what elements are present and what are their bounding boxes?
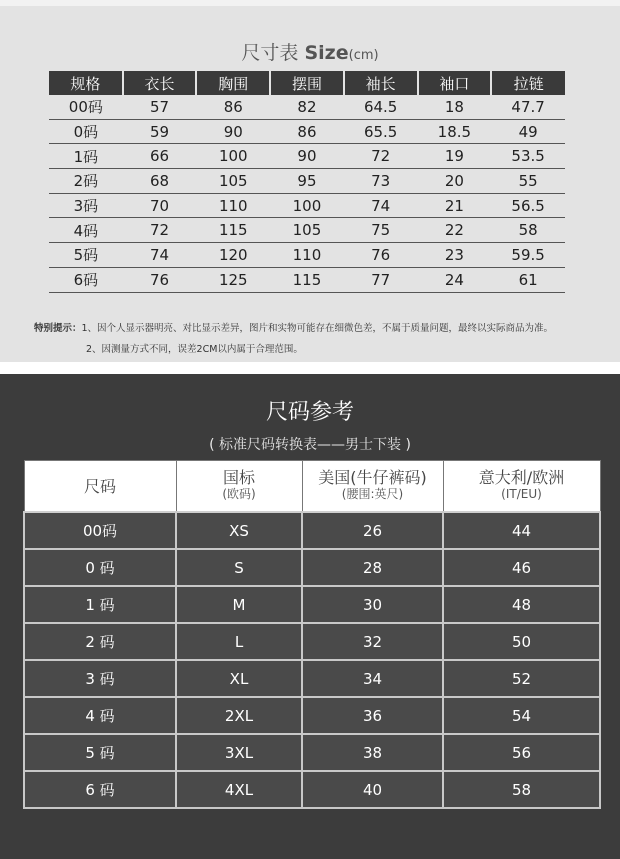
- size-chart-cell: 73: [344, 169, 418, 194]
- size-chart-cell: 00码: [49, 95, 123, 119]
- size-chart-cell: 61: [491, 267, 565, 292]
- size-ref-header: [302, 461, 443, 513]
- size-chart-row: [49, 243, 565, 268]
- size-chart-header: 袖长: [344, 71, 418, 95]
- size-ref-row: [24, 697, 600, 734]
- size-chart-cell: 70: [123, 193, 197, 218]
- size-chart-cell: 5码: [49, 243, 123, 268]
- size-chart-header: 规格: [49, 71, 123, 95]
- size-ref-row: [24, 512, 600, 549]
- size-chart-cell: 76: [123, 267, 197, 292]
- size-chart-header: 袖口: [418, 71, 492, 95]
- size-chart-row: [49, 144, 565, 169]
- size-ref-cell: 0 码: [24, 549, 176, 586]
- note-text-1: 1、因个人显示器明亮、对比显示差异，图片和实物可能存在细微色差，不属于质量问题，最终以实际商品为准。: [81, 323, 554, 334]
- size-ref-header-main: 尺码: [83, 476, 116, 496]
- size-chart-row: [49, 95, 565, 119]
- size-chart-table: [49, 71, 565, 293]
- size-chart-cell: 100: [270, 193, 344, 218]
- size-ref-cell: S: [176, 549, 302, 586]
- size-ref-row: [24, 771, 600, 808]
- size-ref-subtitle: ( 标准尺码转换表——男士下装 ): [209, 437, 411, 453]
- size-ref-cell: XS: [176, 512, 302, 549]
- size-chart-cell: 90: [270, 144, 344, 169]
- size-chart-cell: 64.5: [344, 95, 418, 119]
- size-chart-header-row: [49, 71, 565, 95]
- size-chart-cell: 21: [418, 193, 492, 218]
- size-ref-cell: 4 码: [24, 697, 176, 734]
- size-ref-cell: 54: [443, 697, 600, 734]
- size-chart-cell: 75: [344, 218, 418, 243]
- size-chart-header: 衣长: [123, 71, 197, 95]
- size-ref-cell: 2XL: [176, 697, 302, 734]
- size-ref-cell: 4XL: [176, 771, 302, 808]
- size-chart-row: [49, 119, 565, 144]
- size-chart-cell: 110: [196, 193, 270, 218]
- top-divider: [0, 0, 620, 6]
- size-ref-cell: 3 码: [24, 660, 176, 697]
- size-chart-cell: 82: [270, 95, 344, 119]
- size-ref-header: [24, 461, 176, 513]
- size-chart-cell: 58: [491, 218, 565, 243]
- size-ref-cell: L: [176, 623, 302, 660]
- size-ref-header-main: 美国(牛仔裤码): [318, 468, 427, 487]
- size-chart-cell: 72: [344, 144, 418, 169]
- size-ref-header-main: 国标: [222, 468, 255, 487]
- size-chart-cell: 95: [270, 169, 344, 194]
- size-ref-cell: 6 码: [24, 771, 176, 808]
- size-chart-cell: 1码: [49, 144, 123, 169]
- size-ref-cell: 40: [302, 771, 443, 808]
- note-line-2: 2、因测量方式不同，误差2CM以内属于合理范围。: [86, 344, 303, 355]
- size-chart-row: [49, 193, 565, 218]
- size-ref-row: [24, 623, 600, 660]
- size-ref-cell: 28: [302, 549, 443, 586]
- size-chart-cell: 55: [491, 169, 565, 194]
- size-ref-cell: 56: [443, 734, 600, 771]
- size-ref-header-sub: (欧码): [222, 487, 256, 501]
- size-chart-cell: 120: [196, 243, 270, 268]
- size-ref-header-main: 意大利/欧洲: [478, 468, 565, 487]
- size-chart-cell: 22: [418, 218, 492, 243]
- size-chart-cell: 19: [418, 144, 492, 169]
- size-chart-cell: 74: [344, 193, 418, 218]
- size-ref-header: [443, 461, 600, 513]
- size-chart-cell: 86: [196, 95, 270, 119]
- size-chart-cell: 125: [196, 267, 270, 292]
- size-chart-cell: 3码: [49, 193, 123, 218]
- size-ref-row: [24, 549, 600, 586]
- size-chart-cell: 72: [123, 218, 197, 243]
- size-ref-cell: 36: [302, 697, 443, 734]
- size-chart-row: [49, 218, 565, 243]
- size-chart-cell: 68: [123, 169, 197, 194]
- size-ref-cell: 52: [443, 660, 600, 697]
- size-ref-cell: XL: [176, 660, 302, 697]
- size-chart-cell: 24: [418, 267, 492, 292]
- size-ref-title: 尺码参考: [265, 400, 354, 425]
- size-chart-cell: 105: [270, 218, 344, 243]
- size-chart-cell: 18.5: [418, 119, 492, 144]
- size-chart-cell: 18: [418, 95, 492, 119]
- size-chart-cell: 59.5: [491, 243, 565, 268]
- size-ref-row: [24, 586, 600, 623]
- size-ref-cell: 00码: [24, 512, 176, 549]
- size-ref-header-row: [24, 461, 600, 513]
- size-chart-cell: 47.7: [491, 95, 565, 119]
- size-ref-cell: 48: [443, 586, 600, 623]
- size-ref-cell: 1 码: [24, 586, 176, 623]
- size-chart-cell: 49: [491, 119, 565, 144]
- size-chart-cell: 105: [196, 169, 270, 194]
- size-chart-cell: 6码: [49, 267, 123, 292]
- size-chart-title-cn: 尺寸表: [241, 42, 299, 64]
- size-ref-cell: 34: [302, 660, 443, 697]
- size-ref-cell: 5 码: [24, 734, 176, 771]
- size-ref-header: [176, 461, 302, 513]
- size-chart-cell: 77: [344, 267, 418, 292]
- note-line-1: [34, 318, 553, 339]
- size-chart-cell: 115: [196, 218, 270, 243]
- size-chart-cell: 59: [123, 119, 197, 144]
- size-ref-cell: 38: [302, 734, 443, 771]
- size-ref-header-sub: (IT/EU): [501, 487, 542, 501]
- notes: [34, 318, 553, 360]
- size-chart-row: [49, 267, 565, 292]
- size-chart-cell: 86: [270, 119, 344, 144]
- size-chart-title: [0, 38, 620, 65]
- size-ref-cell: 58: [443, 771, 600, 808]
- size-chart-cell: 23: [418, 243, 492, 268]
- size-chart-cell: 56.5: [491, 193, 565, 218]
- size-ref-cell: 46: [443, 549, 600, 586]
- size-chart-cell: 20: [418, 169, 492, 194]
- size-chart-cell: 100: [196, 144, 270, 169]
- size-chart-cell: 0码: [49, 119, 123, 144]
- size-ref-cell: 30: [302, 586, 443, 623]
- size-ref-cell: 44: [443, 512, 600, 549]
- size-chart-cell: 74: [123, 243, 197, 268]
- size-chart-cell: 76: [344, 243, 418, 268]
- size-chart-cell: 4码: [49, 218, 123, 243]
- size-chart-cell: 66: [123, 144, 197, 169]
- size-chart-header: 摆围: [270, 71, 344, 95]
- size-chart-cell: 110: [270, 243, 344, 268]
- size-chart-cell: 2码: [49, 169, 123, 194]
- size-chart-title-en: Size: [304, 42, 349, 64]
- size-chart-row: [49, 169, 565, 194]
- size-chart-cell: 57: [123, 95, 197, 119]
- size-ref-cell: 26: [302, 512, 443, 549]
- size-chart-cell: 53.5: [491, 144, 565, 169]
- size-chart-cell: 90: [196, 119, 270, 144]
- size-ref-cell: 32: [302, 623, 443, 660]
- size-chart-header: 胸围: [196, 71, 270, 95]
- size-chart-cell: 65.5: [344, 119, 418, 144]
- size-ref-row: [24, 734, 600, 771]
- size-ref-cell: 3XL: [176, 734, 302, 771]
- size-ref-cell: 2 码: [24, 623, 176, 660]
- size-ref-cell: 50: [443, 623, 600, 660]
- size-ref-header-sub: (腰围:英尺): [341, 487, 404, 501]
- size-ref-row: [24, 660, 600, 697]
- size-ref-table: [23, 460, 601, 809]
- size-ref-cell: M: [176, 586, 302, 623]
- note-label: 特别提示：: [34, 323, 82, 334]
- size-chart-unit: (cm): [348, 48, 379, 63]
- size-chart-cell: 115: [270, 267, 344, 292]
- size-chart-header: 拉链: [491, 71, 565, 95]
- section-gap: [0, 362, 620, 374]
